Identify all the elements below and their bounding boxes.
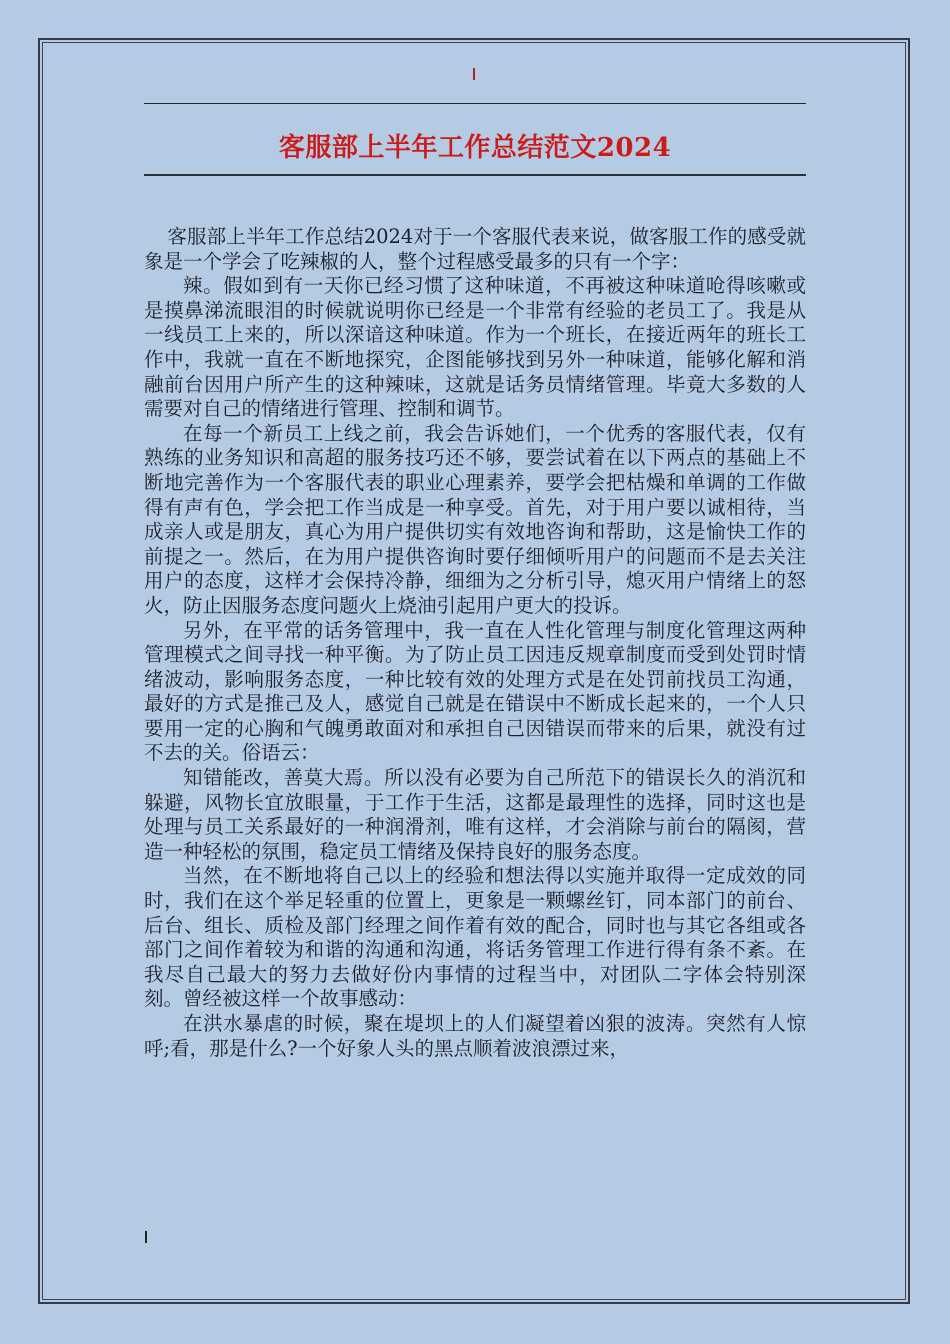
header-marker	[473, 68, 475, 80]
document-body	[144, 225, 806, 1061]
header-rule	[144, 103, 806, 104]
document-title: 客服部上半年工作总结范文2024	[278, 133, 672, 163]
title-underline	[144, 174, 806, 176]
paragraph: 当然，在不断地将自己以上的经验和想法得以实施并取得一定成效的同时，我们在这个举足轻重的位置上，更象是一颗螺丝钉，同本部门的前台、后台、组长、质检及部门经理之间作着有效的配合，同时也与其它各组或各部门之间作着较为和谐的沟通和沟通，将话务管理工作进行得有条不紊。在我尽自己最大的努力去做好份内事情的过程当中，对团队二字体会特别深刻。曾经被这样一个故事感动：	[144, 864, 806, 1011]
paragraph: 在每一个新员工上线之前，我会告诉她们，一个优秀的客服代表，仅有熟练的业务知识和高超的服务技巧还不够，要尝试着在以下两点的基础上不断地完善作为一个客服代表的职业心理素养，要学会把枯燥和单调的工作做得有声有色，学会把工作当成是一种享受。首先，对于用户要以诚相待，当成亲人或是朋友，真心为用户提供切实有效地咨询和帮助，这是愉快工作的前提之一。然后，在为用户提供咨询时要仔细倾听用户的问题而不是去关注用户的态度，这样才会保持冷静，细细为之分析引导，熄灭用户情绪上的怒火，防止因服务态度问题火上烧油引起用户更大的投诉。	[144, 421, 806, 617]
paragraph: 另外，在平常的话务管理中，我一直在人性化管理与制度化管理这两种管理模式之间寻找一种平衡。为了防止员工因违反规章制度而受到处罚时情绪波动，影响服务态度，一种比较有效的处理方式是在处罚前找员工沟通，最好的方式是推己及人，感觉自己就是在错误中不断成长起来的，一个人只要用一定的心胸和气魄勇敢面对和承担自己因错误而带来的后果，就没有过不去的关。俗语云：	[144, 618, 806, 765]
paragraph: 辣。假如到有一天你已经习惯了这种味道，不再被这种味道呛得咳嗽或是摸鼻涕流眼泪的时候就说明你已经是一个非常有经验的老员工了。我是从一线员工上来的，所以深谙这种味道。作为一个班长，在接近两年的班长工作中，我就一直在不断地探究，企图能够找到另外一种味道，能够化解和消融前台因用户所产生的这种辣味，这就是话务员情绪管理。毕竟大多数的人需要对自己的情绪进行管理、控制和调节。	[144, 274, 806, 421]
paragraph: 在洪水暴虐的时候，聚在堤坝上的人们凝望着凶狠的波涛。突然有人惊呼;看，那是什么?一个好象人头的黑点顺着波浪漂过来，	[144, 1012, 806, 1060]
paragraph: 知错能改，善莫大焉。所以没有必要为自己所范下的错误长久的消沉和躲避，风物长宜放眼量，于工作于生活，这都是最理性的选择，同时这也是处理与员工关系最好的一种润滑剂，唯有这样，才会消除与前台的隔阂，营造一种轻松的氛围，稳定员工情绪及保持良好的服务态度。	[144, 766, 806, 863]
footer-marker	[145, 1231, 147, 1243]
paragraph: 客服部上半年工作总结2024对于一个客服代表来说，做客服工作的感受就象是一个学会了吃辣椒的人，整个过程感受最多的只有一个字：	[144, 225, 806, 273]
